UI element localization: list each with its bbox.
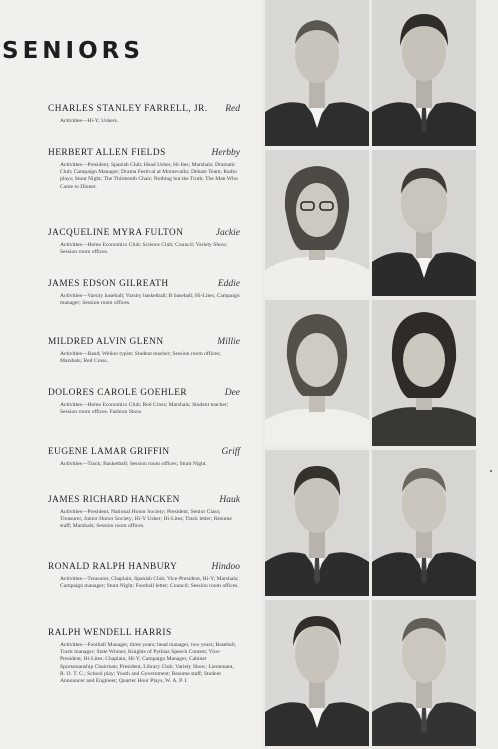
senior-nickname: Red	[225, 104, 240, 114]
portrait-photo	[372, 450, 476, 596]
section-title: SENIORS	[2, 38, 144, 64]
senior-entry	[48, 148, 240, 191]
senior-activities: Activities—Track; Basketball; Session room offices; Stunt Night.	[60, 461, 207, 467]
senior-name: JAMES EDSON GILREATH	[48, 279, 169, 289]
senior-activities: Activities—President, Spanish Club; Head Usher, Hi-Ites; Marshals; Dramatic Club; Campaign Manager; Drama Festival at Montevallo; Debate Team; Radio plays; Stunt Night; The Thirteenth Chair; Nothing but the Truth; The Man Who Came to Dinner.	[60, 162, 238, 190]
senior-name: JAMES RICHARD HANCKEN	[48, 495, 180, 505]
senior-entry	[48, 279, 240, 307]
senior-activities: Activities—Football Manager, three years; head manager, two years; Baseball, Track manager; State Winner, Knights of Pythias Speech Contest; Vice-President, Hi-Lites; Chaplain, Hi-Y; Campaign Manager, Cabinet Sportsmanship Chairman; President, Library Club; Variety Show; Lieutenant, R. O. T. C.; School play; Youth and Government; Resume staff; Student Announcer and Engineer; Quarter Hour Plays, W. A. P. I.	[60, 642, 237, 685]
senior-nickname: Hauk	[219, 495, 240, 505]
print-speck	[490, 470, 492, 472]
senior-name: RALPH WENDELL HARRIS	[48, 628, 172, 638]
senior-activities: Activities—Treasurer, Chaplain, Spanish Club; Vice-President, Hi-Y; Marshals; Campaign manager; Stunt Night; Football letter; Council; Session room offices.	[60, 576, 239, 590]
senior-entry	[48, 495, 240, 531]
senior-name: EUGENE LAMAR GRIFFIN	[48, 447, 170, 457]
senior-nickname: Eddie	[217, 279, 240, 289]
portrait-photo	[372, 150, 476, 296]
portrait-photo	[265, 450, 369, 596]
senior-name: CHARLES STANLEY FARRELL, JR.	[48, 104, 208, 114]
senior-name: RONALD RALPH HANBURY	[48, 562, 178, 572]
senior-name: JACQUELINE MYRA FULTON	[48, 228, 184, 238]
senior-entry	[48, 628, 240, 685]
senior-name: DOLORES CAROLE GOEHLER	[48, 388, 188, 398]
senior-activities: Activities—Hi-Y; Ushers.	[60, 118, 119, 124]
senior-entry	[48, 228, 240, 256]
senior-activities: Activities—Home Economics Club; Science Club; Council; Variety Show; Session room offices.	[60, 242, 228, 256]
senior-activities: Activities—Band; Welion typist; Student teacher; Session room offices; Marshals; Red Cross.	[60, 351, 221, 365]
portrait-photo	[372, 600, 476, 746]
senior-nickname: Millie	[217, 337, 240, 347]
senior-entry	[48, 447, 240, 468]
senior-name: HERBERT ALLEN FIELDS	[48, 148, 166, 158]
portrait-grid	[262, 0, 498, 749]
portrait-photo	[372, 0, 476, 146]
senior-entry	[48, 388, 240, 416]
senior-nickname: Hindoo	[211, 562, 240, 572]
portrait-photo	[265, 150, 369, 296]
senior-entry	[48, 104, 240, 125]
portrait-photo	[265, 0, 369, 146]
portrait-photo	[265, 600, 369, 746]
senior-activities: Activities—President, National Honor Society; President, Senior Class; Treasurer, Junior Honor Society; Hi-Y Usher; Hi-Lites; Track letter; Resume staff; Marshals; Session room offices.	[60, 509, 232, 530]
senior-name: MILDRED ALVIN GLENN	[48, 337, 164, 347]
portrait-photo	[372, 300, 476, 446]
senior-activities: Activities—Varsity baseball; Varsity basketball; B baseball; Hi-Lites; Campaign manager; Session room offices.	[60, 293, 240, 307]
senior-nickname: Jackie	[215, 228, 240, 238]
senior-nickname: Griff	[221, 447, 240, 457]
senior-nickname: Herbby	[211, 148, 240, 158]
senior-activities: Activities—Home Economics Club; Red Cross; Marshals; Student teacher; Session room offices. Fashion Show.	[60, 402, 229, 416]
portrait-photo	[265, 300, 369, 446]
senior-entry	[48, 562, 240, 590]
senior-nickname: Dee	[224, 388, 240, 398]
senior-entry	[48, 337, 240, 365]
